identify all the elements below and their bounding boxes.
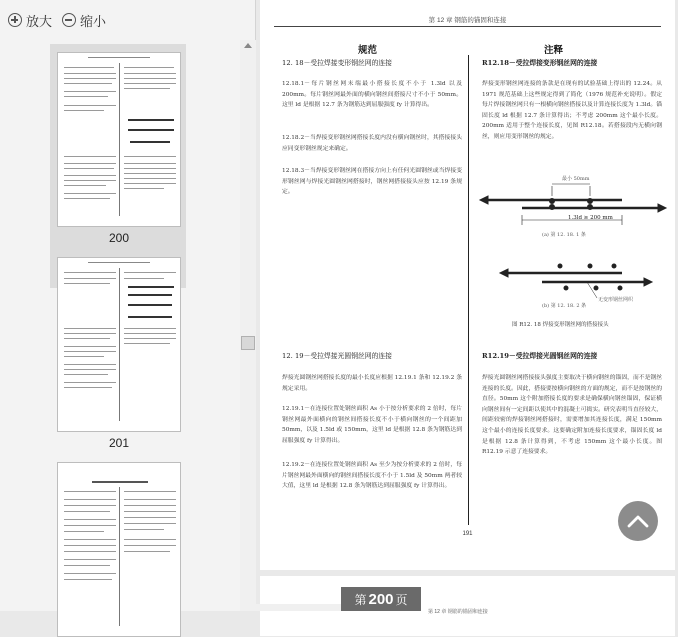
zoom-toolbar [0, 0, 255, 40]
zoom-out-icon [62, 13, 76, 27]
section-title: R12.19－受拉焊接光圆钢丝网的连接 [482, 352, 598, 360]
commentary-r12-18: 焊接变形钢丝网连接的条款是在现有的试验基础上得出的 12.24。从 1971 规范基础上这些规定得到了简化（1976 规范补充说明）。假定每片焊接钢丝网只有一根横向钢丝搭接以及计算连接长度为 1.3ld。锚固长度 ld 根据 12.7 条计算得出；不考虑 200mm 这个最小长度。200mm 适用于整个连接长度，见图 R12.18。若搭接段内无横向钢丝，则应用变形钢丝的规定。 [482, 81, 662, 140]
section-title: 12. 19－受拉焊接光圆钢丝网的连接 [282, 352, 392, 360]
document-viewer [257, 0, 678, 615]
printed-page-number: 191 [462, 531, 473, 537]
thumbnail-page-202[interactable] [57, 462, 181, 637]
column-title-commentary: 注释 [544, 45, 564, 56]
thumbnail-page-number: 201 [108, 436, 130, 450]
clause-12-19-1: 12.19.1－在连接位置处钢丝面积 As 小于按分析要求的 2 倍时，每片钢丝网最外面横向的钢丝间搭接长度不小于横向钢丝的一个间距加 50mm，以及 1.5ld 或 150mm，这里 ld 是根据 12.8 条为钢筋达到屈服强度 fy 计算得出。 [282, 406, 462, 444]
column-divider [468, 345, 469, 525]
clause-12-19: 焊接光圆钢丝网搭接长度的最小长度应根据 12.19.1 条和 12.19.2 条规定采用。 [282, 375, 462, 392]
current-page-indicator: 第 200 页 [341, 587, 421, 611]
horizontal-scrollbar[interactable] [256, 604, 341, 611]
zoom-in-label: 放大 [26, 13, 53, 29]
section-title: R12.18－受拉焊接变形钢丝网的连接 [482, 59, 598, 67]
column-title-spec: 规范 [358, 45, 378, 56]
clause-12-18-3: 12.18.3－当焊接变形钢丝网在搭接方向上有任何光圆钢丝或当焊接变形钢丝网与焊接光圆钢丝网搭接时，钢丝网搭接接头应按 12.19 条规定。 [282, 168, 462, 196]
back-to-top-button[interactable] [618, 501, 658, 541]
figure-label-length: 1.3ld ≥ 200 mm [568, 215, 613, 221]
clause-12-19-2: 12.19.2－在连接位置处钢丝面积 As 至少为按分析要求的 2 倍时，每片钢丝网最外面横向的钢丝间搭接长度不小于 1.5ld 及 50mm 两者较大值，这里 ld 是根据 12.8 条为钢筋达到屈服强度 fy 计算得出。 [282, 462, 462, 490]
figure-label-min-50: 最小 50mm [562, 176, 590, 182]
scroll-up-icon[interactable] [244, 43, 252, 48]
figure-label-a: (a) 第 12. 18. 1 条 [542, 232, 586, 238]
chevron-up-icon [627, 514, 649, 528]
zoom-out-button[interactable] [62, 11, 106, 30]
page-header: 第 12 章 钢筋的锚固和连接 [274, 13, 661, 27]
figure-label-plain-wire: 无变形钢丝网织 [598, 297, 634, 303]
thumbnail-page-201[interactable] [57, 257, 181, 432]
clause-12-18-1: 12.18.1－每片钢丝网末端最小搭接长度不小于 1.3ld 以及 200mm。每片钢丝网最外面的横向钢丝间搭接尺寸不小于 50mm。这里 ld 是根据 12.7 条为钢筋达到屈服强度 fy 计算得出。 [282, 81, 462, 109]
zoom-out-label: 缩小 [80, 13, 107, 29]
thumbnail-list [0, 40, 240, 611]
column-divider [468, 55, 469, 345]
zoom-in-icon [8, 13, 22, 27]
thumbnail-scrollbar[interactable] [240, 40, 256, 611]
clause-12-18-2: 12.18.2－当焊接变形钢丝网搭接长度内没有横向钢丝时，其搭接接头应同变形钢丝规定来确定。 [282, 135, 462, 152]
thumbnail-sidebar [0, 0, 256, 611]
figure-caption: 图 R12. 18 焊接变形钢丝网的搭接接头 [512, 322, 609, 328]
zoom-in-button[interactable] [8, 11, 52, 30]
scrollbar-thumb[interactable] [241, 336, 255, 350]
document-page [260, 0, 675, 570]
commentary-r12-19: 焊接光圆钢丝网搭接接头强度主要取决于横向钢丝的锚固，而不是钢丝连接的长度。因此，搭接要按横向钢丝的方面的规定，而不是按钢丝的直径。50mm 这个附加搭接长度的要求是确保横向钢丝锚固，保证横向钢丝间有一定间距以使其中的混凝土可捣实。研究表明当直径较大，间距较密的焊接钢丝网搭接时，需要增加其连接长度，满足 150mm 这个最小的连接长度要求。这要确定附加连接长度要求，锚固长度 ld 是根据 12.8 条计算得到，不考虑 150mm 这个最小长度。图 R12.19 示意了连接要求。 [482, 375, 662, 456]
figure-label-b: (b) 第 12. 18. 2 条 [542, 303, 587, 309]
thumbnail-page-200[interactable] [57, 52, 181, 227]
thumbnail-page-number: 200 [108, 231, 130, 245]
next-page-header: 第 12 章 钢筋的锚固和连接 [428, 609, 488, 615]
section-title: 12. 18－受拉焊接变形钢丝网的连接 [282, 59, 392, 67]
